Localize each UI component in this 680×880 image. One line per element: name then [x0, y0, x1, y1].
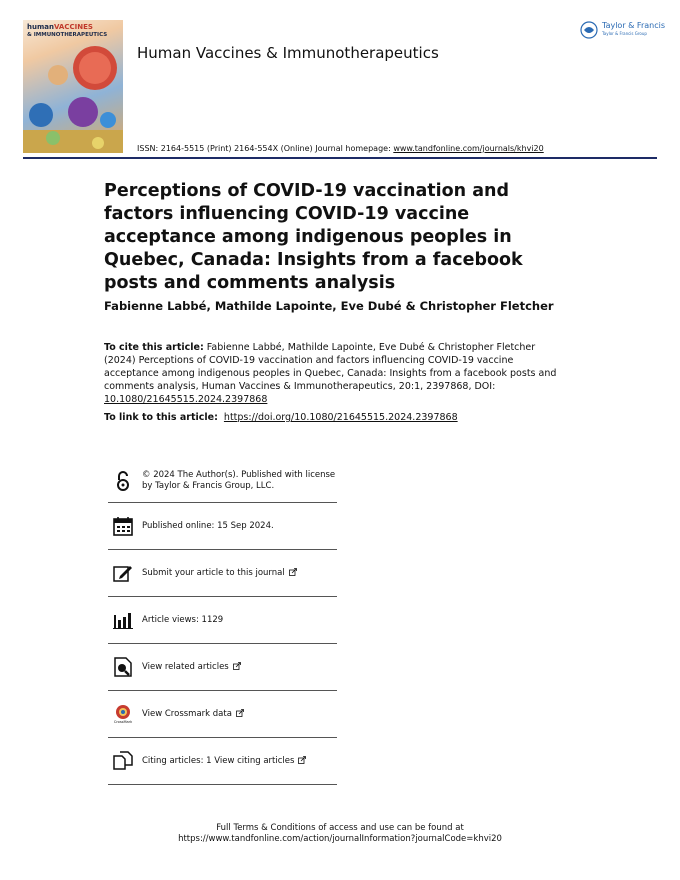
citing-articles-link[interactable]: Citing articles: 1 View citing articles	[142, 756, 306, 767]
citing-row[interactable]	[108, 738, 337, 785]
footer-terms-link[interactable]: https://www.tandfonline.com/action/journalInformation?journalCode=khvi20	[178, 834, 502, 844]
publisher-name: Taylor & Francis	[602, 21, 665, 30]
license-text: © 2024 The Author(s). Published with license by Taylor & Francis Group, LLC.	[142, 470, 336, 491]
submit-article-link[interactable]: Submit your article to this journal	[142, 568, 297, 579]
bar-chart-icon	[112, 609, 134, 631]
citing-documents-icon	[112, 750, 134, 772]
article-doi-link[interactable]: https://doi.org/10.1080/21645515.2024.2397868	[223, 412, 458, 423]
cite-doi-link[interactable]: 10.1080/21645515.2024.2397868	[104, 394, 268, 405]
external-link-icon	[289, 568, 297, 576]
link-label: To link to this article:	[104, 412, 218, 423]
journal-homepage-link[interactable]: www.tandfonline.com/journals/khvi20	[393, 144, 544, 153]
cover-title: humanVACCINES & IMMUNOTHERAPEUTICS	[27, 23, 108, 38]
cite-label: To cite this article:	[104, 342, 204, 353]
external-link-icon	[236, 709, 244, 717]
search-document-icon	[112, 656, 134, 678]
published-date-text: Published online: 15 Sep 2024.	[142, 520, 274, 531]
taylor-francis-logo-icon	[580, 21, 598, 39]
views-row	[108, 597, 337, 644]
crossmark-icon	[112, 703, 134, 725]
cite-text: Fabienne Labbé, Mathilde Lapointe, Eve Dubé & Christopher Fletcher (2024) Perceptions of COVID-19 vaccination and factors influencing COVID-19 vaccine acceptance among indigenous peoples in Quebec, Canada: Insights from a facebook posts and comments analysis, Human Vaccines & Immunotherapeutics, 20:1, 2397868, DOI:	[104, 342, 557, 392]
article-authors: Fabienne Labbé, Mathilde Lapointe, Eve Dubé & Christopher Fletcher	[104, 299, 554, 313]
crossmark-link[interactable]: View Crossmark data	[142, 709, 244, 720]
crossmark-row[interactable]	[108, 691, 337, 738]
article-views-text: Article views: 1129	[142, 614, 224, 625]
journal-title[interactable]: Human Vaccines & Immunotherapeutics	[137, 44, 439, 62]
edit-icon	[112, 562, 134, 584]
terms-footer	[0, 823, 680, 845]
cover-artwork	[23, 20, 123, 153]
publisher-logo[interactable]	[580, 20, 665, 40]
open-access-icon	[112, 470, 134, 492]
publisher-subtitle: Taylor & Francis Group	[602, 31, 647, 36]
article-info-list	[108, 460, 337, 785]
citation-block	[104, 341, 562, 406]
article-title: Perceptions of COVID-19 vaccination and factors influencing COVID-19 vaccine acceptance among indigenous peoples in Quebec, Canada: Insights from a facebook posts and comments analysis	[104, 181, 523, 293]
external-link-icon	[233, 662, 241, 670]
related-articles-link[interactable]: View related articles	[142, 662, 241, 673]
crossmark-badge-text: CrossMark	[113, 720, 133, 724]
submit-row[interactable]	[108, 550, 337, 597]
issn-line	[137, 144, 544, 153]
issn-text: ISSN: 2164-5515 (Print) 2164-554X (Online) Journal homepage:	[137, 144, 394, 153]
license-row	[108, 460, 337, 503]
footer-line1: Full Terms & Conditions of access and use can be found at	[216, 823, 464, 833]
article-link-line	[104, 412, 458, 423]
calendar-icon	[112, 515, 134, 537]
journal-cover-image	[23, 20, 123, 153]
header-rule	[23, 157, 657, 159]
published-row	[108, 503, 337, 550]
external-link-icon	[298, 756, 306, 764]
related-row[interactable]	[108, 644, 337, 691]
